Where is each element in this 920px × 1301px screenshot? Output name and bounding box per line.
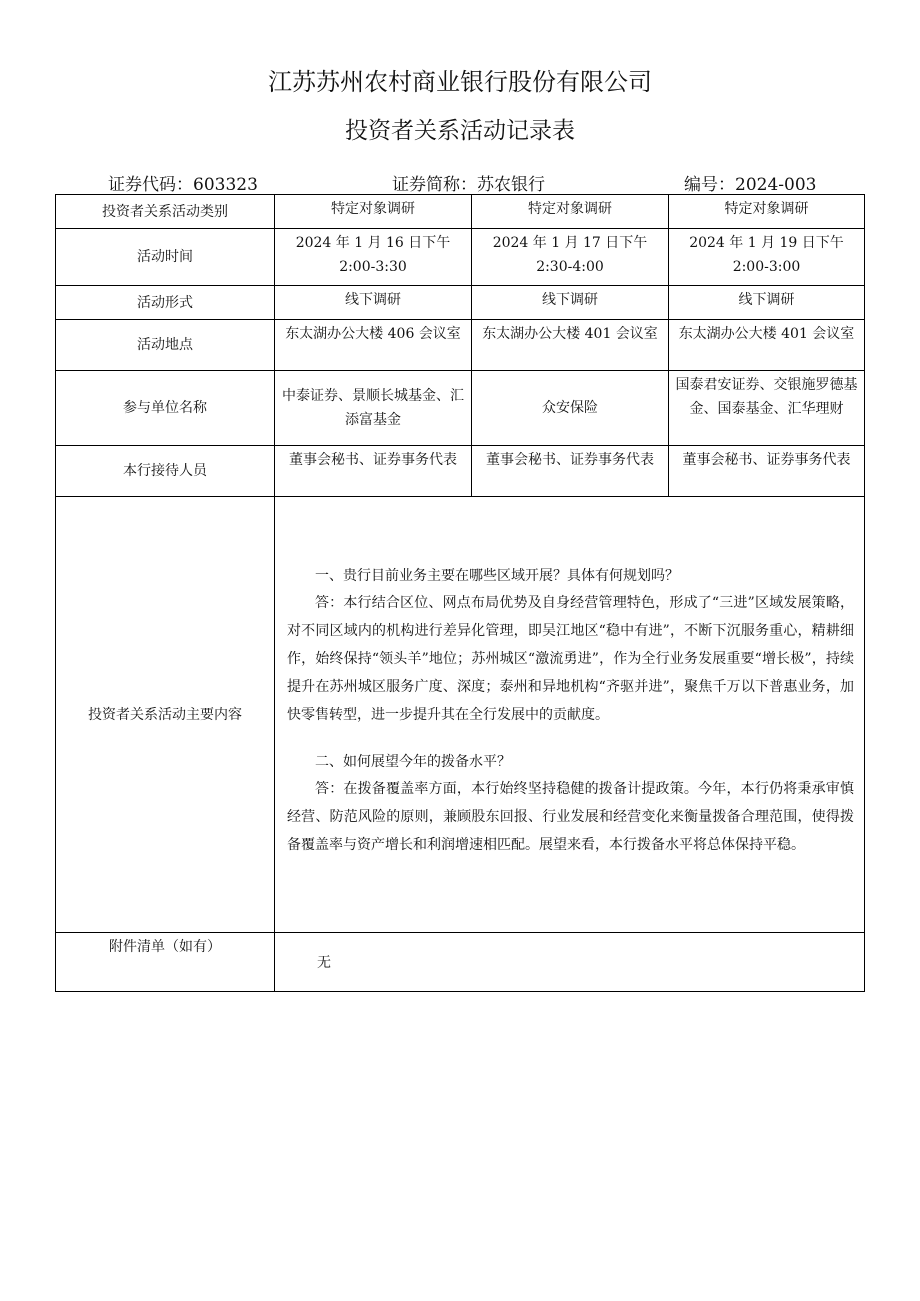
question-2: 二、如何展望今年的拨备水平？ bbox=[315, 754, 511, 770]
location-value-2: 东太湖办公大楼 401 会议室 bbox=[472, 320, 669, 371]
reception-value-1: 董事会秘书、证券事务代表 bbox=[275, 446, 472, 497]
row-label-time: 活动时间 bbox=[56, 229, 275, 286]
answer-2: 答：在拨备覆盖率方面，本行始终坚持稳健的拨备计提政策。今年，本行仍将秉承审慎经营、防范风险的原则，兼顾股东回报、行业发展和经营变化来衡量拨备合理范围，使得拨备覆盖率与资产增长和利润增速相匹配。展望来看，本行拨备水平将总体保持平稳。 bbox=[287, 781, 854, 853]
reception-value-2: 董事会秘书、证券事务代表 bbox=[472, 446, 669, 497]
answer-1: 答：本行结合区位、网点布局优势及自身经营管理特色，形成了“三进”区域发展策略，对不同区域内的机构进行差异化管理，即吴江地区“稳中有进”，不断下沉服务重心，精耕细作，始终保持“领头羊”地位；苏州城区“激流勇进”，作为全行业务发展重要“增长极”，持续提升在苏州城区服务广度、深度；泰州和异地机构“齐驱并进”，聚焦千万以下普惠业务，加快零售转型，进一步提升其在全行发展中的贡献度。 bbox=[287, 595, 854, 723]
row-label-participants: 参与单位名称 bbox=[56, 371, 275, 446]
question-1: 一、贵行目前业务主要在哪些区域开展？具体有何规划吗？ bbox=[315, 568, 679, 584]
company-name: 江苏苏州农村商业银行股份有限公司 bbox=[268, 68, 652, 96]
location-value-1: 东太湖办公大楼 406 会议室 bbox=[275, 320, 472, 371]
participants-value-1: 中泰证券、景顺长城基金、汇添富基金 bbox=[275, 371, 472, 446]
time-value-2: 2024 年 1 月 17 日下午 2:30-4:00 bbox=[472, 229, 669, 286]
security-code: 证券代码：603323 bbox=[108, 175, 258, 195]
serial-number: 编号：2024-003 bbox=[684, 175, 817, 195]
row-label-content: 投资者关系活动主要内容 bbox=[56, 497, 275, 933]
security-name: 证券简称：苏农银行 bbox=[392, 175, 545, 195]
category-value-3: 特定对象调研 bbox=[669, 195, 865, 229]
row-label-category: 投资者关系活动类别 bbox=[56, 195, 275, 229]
form-value-1: 线下调研 bbox=[275, 286, 472, 320]
row-label-reception: 本行接待人员 bbox=[56, 446, 275, 497]
qa-section bbox=[275, 497, 865, 933]
category-value-1: 特定对象调研 bbox=[275, 195, 472, 229]
participants-value-2: 众安保险 bbox=[472, 371, 669, 446]
time-value-1: 2024 年 1 月 16 日下午 2:00-3:30 bbox=[275, 229, 472, 286]
attachment-label: 附件清单（如有） bbox=[56, 933, 275, 992]
attachment-value: 无 bbox=[275, 933, 865, 992]
row-label-location: 活动地点 bbox=[56, 320, 275, 371]
location-value-3: 东太湖办公大楼 401 会议室 bbox=[669, 320, 865, 371]
record-table bbox=[55, 194, 865, 992]
reception-value-3: 董事会秘书、证券事务代表 bbox=[669, 446, 865, 497]
form-value-2: 线下调研 bbox=[472, 286, 669, 320]
time-value-3: 2024 年 1 月 19 日下午 2:00-3:00 bbox=[669, 229, 865, 286]
category-value-2: 特定对象调研 bbox=[472, 195, 669, 229]
form-title: 投资者关系活动记录表 bbox=[345, 118, 575, 144]
participants-value-3: 国泰君安证券、交银施罗德基金、国泰基金、汇华理财 bbox=[669, 371, 865, 446]
form-value-3: 线下调研 bbox=[669, 286, 865, 320]
row-label-form: 活动形式 bbox=[56, 286, 275, 320]
